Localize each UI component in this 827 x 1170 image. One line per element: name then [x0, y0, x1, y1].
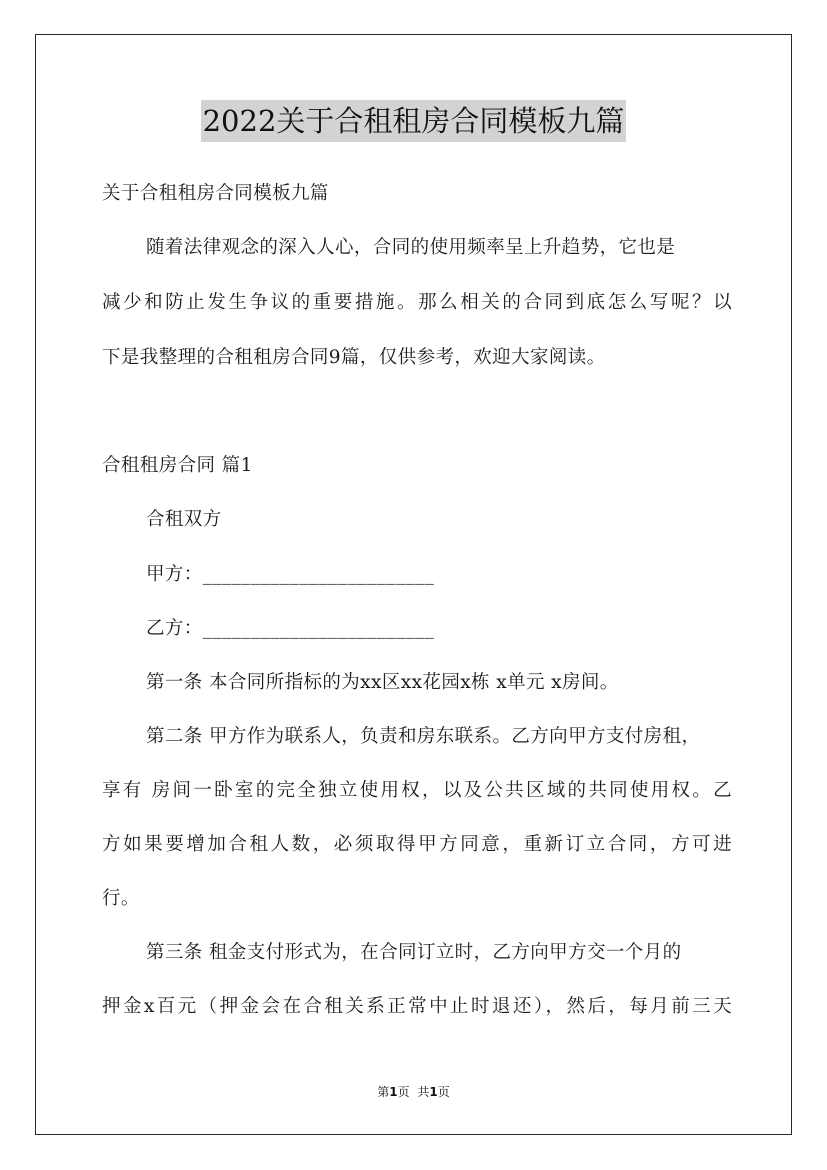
- page-number: 1: [389, 1085, 398, 1099]
- page-footer: [0, 1084, 827, 1100]
- party-b-line: 乙方：________________________: [146, 618, 435, 639]
- document-subtitle: 关于合租租房合同模板九篇: [102, 183, 329, 204]
- page-suffix: 页: [397, 1085, 410, 1099]
- article-3-line-1: 第三条 租金支付形式为，在合同订立时，乙方向甲方交一个月的: [146, 942, 682, 963]
- section-heading: 合租租房合同 篇1: [102, 455, 253, 476]
- article-1: 第一条 本合同所指标的为xx区xx花园x栋 x单元 x房间。: [146, 672, 619, 693]
- total-prefix: 共: [417, 1085, 430, 1099]
- article-2-line-4: 行。: [102, 888, 140, 909]
- document-title: 2022关于合租租房合同模板九篇: [201, 100, 627, 142]
- intro-line-2: 减少和防止发生争议的重要措施。那么相关的合同到底怎么写呢？以: [102, 292, 732, 313]
- article-2-line-3: 方如果要增加合租人数，必须取得甲方同意，重新订立合同，方可进: [102, 834, 732, 855]
- total-pages: 1: [429, 1085, 438, 1099]
- intro-line-1: 随着法律观念的深入人心，合同的使用频率呈上升趋势，它也是: [146, 237, 676, 258]
- total-suffix: 页: [437, 1085, 450, 1099]
- intro-line-3: 下是我整理的合租租房合同9篇，仅供参考，欢迎大家阅读。: [102, 347, 606, 368]
- title-container: [0, 100, 827, 142]
- parties-label: 合租双方: [146, 509, 222, 530]
- party-a-line: 甲方：________________________: [146, 564, 435, 585]
- article-2-line-2: 享有 房间一卧室的完全独立使用权，以及公共区域的共同使用权。乙: [102, 780, 732, 801]
- page-prefix: 第: [377, 1085, 390, 1099]
- article-2-line-1: 第二条 甲方作为联系人，负责和房东联系。乙方向甲方支付房租，: [146, 726, 701, 747]
- article-3-line-2: 押金x百元（押金会在合租关系正常中止时退还），然后，每月前三天: [102, 996, 732, 1017]
